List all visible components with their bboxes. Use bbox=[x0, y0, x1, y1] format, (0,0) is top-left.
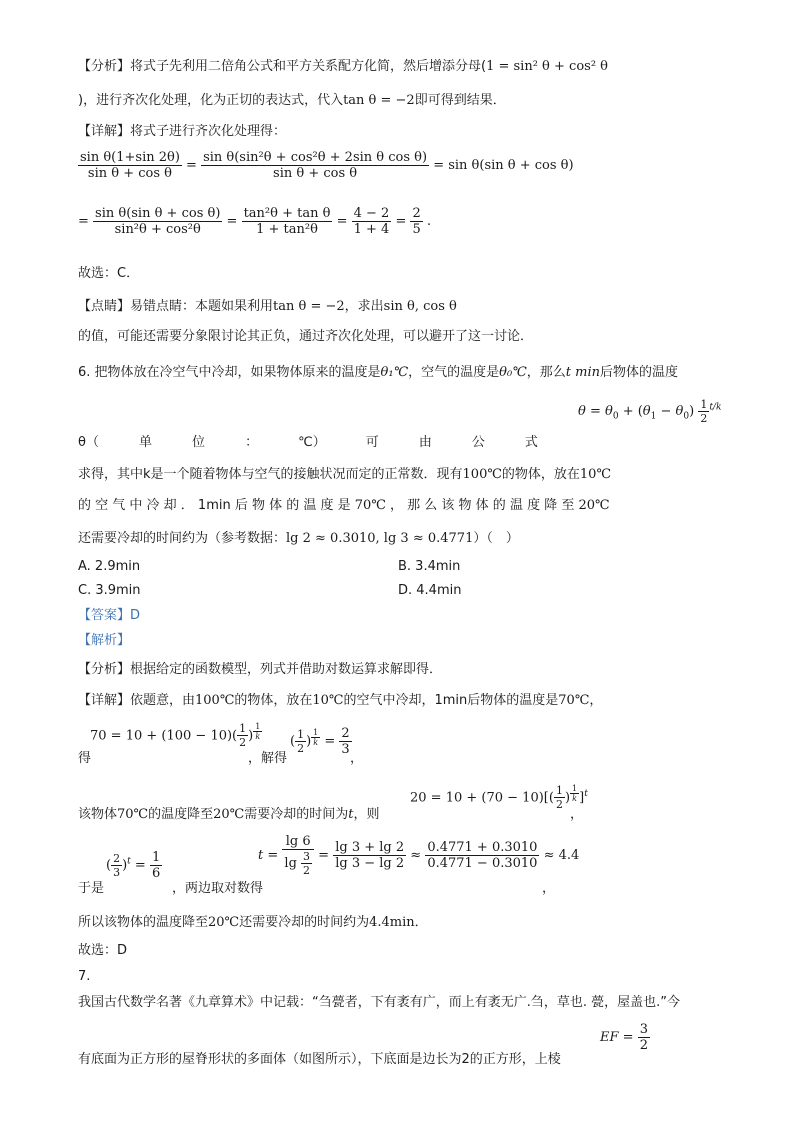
detail-text: ． bbox=[414, 915, 428, 930]
fraction: $\frac{2}{5}$ bbox=[412, 206, 421, 237]
fraction: $\frac{\text{sin θ(sin θ + cos θ)}}{\text{sin²θ + cos²θ}}$ bbox=[95, 206, 221, 237]
equation-1: $\frac{\text{sin θ(1+sin 2θ)}}{\text{sin θ + cos θ}}$ = $\frac{\text{sin θ(sin²θ + cos²θ + 2sin θ cos θ)}}{\text{sin θ + cos θ}}$ = sin θ(sin θ + cos θ) bbox=[80, 150, 574, 181]
q7-line-2: 有底面为正方形的屋脊形状的多面体（如图所示），下底面是边长为2的正方形，上棱 bbox=[78, 1052, 561, 1067]
fraction: $\frac{\text{sin θ(1+sin 2θ)}}{\text{sin θ + cos θ}}$ bbox=[80, 150, 180, 181]
equation-two-thirds: ( $\frac{2}{3}$ )$^t$ = $\frac{1}{6}$ bbox=[106, 850, 161, 881]
q6-text: 由 bbox=[418, 435, 432, 450]
equation-t: t = lg 6 lg $\frac{3}{2}$ = $\frac{\lg 3 + \lg 2}{\lg 3 - \lg 2}$ ≈ $\frac{0.4771 + 0.3010}{0.4771 - 0.3010}$ ≈ 4.4 bbox=[258, 834, 580, 877]
q6-text: ， 那 么 该 物 体 的 温 度 降 至 bbox=[390, 498, 575, 513]
fraction: $\frac{3}{2}$ bbox=[639, 1022, 648, 1053]
temp-20: 20℃ bbox=[208, 915, 240, 930]
equation-2: = $\frac{\text{sin θ(sin θ + cos θ)}}{\text{sin²θ + cos²θ}}$ = $\frac{\text{tan²θ + tan θ}}{\text{1 + tan²θ}}$ = $\frac{4 - 2}{1 + 4}$ = $\frac{2}{5}$ . bbox=[78, 206, 432, 237]
temp-100: 100℃ bbox=[462, 467, 502, 482]
q6-text: 求得，其中k是一个随着物体与空气的接触状况而定的正常数．现有 bbox=[78, 467, 463, 482]
equation-solve-k: ( $\frac{1}{2}$ ) $^{\frac{1}{k}}$ = $\frac{2}{3}$ bbox=[290, 726, 350, 757]
comma: ， bbox=[570, 807, 584, 822]
q6-text: ℃） bbox=[298, 435, 326, 450]
fraction: $\frac{1}{6}$ bbox=[151, 850, 161, 881]
jiexi-label: 【解析】 bbox=[78, 633, 131, 648]
tip-line-1 bbox=[78, 298, 457, 316]
fraction: $\frac{2}{3}$ bbox=[113, 852, 121, 879]
q6-text: 6. 把物体放在冷空气中冷却，如果物体原来的温度是 bbox=[78, 365, 381, 380]
option-d: D. 4.4min bbox=[398, 583, 462, 598]
result-time: 4.4min bbox=[369, 915, 415, 930]
q6-text: 的物体，放在 bbox=[501, 467, 580, 482]
time-t: t bbox=[348, 807, 354, 822]
analysis-text: 【分析】将式子先利用二倍角公式和平方关系配方化简，然后增添分母( bbox=[78, 59, 487, 74]
fraction: $\frac{0.4771 + 0.3010}{0.4771 - 0.3010}$ bbox=[427, 840, 538, 871]
fraction: 1 k bbox=[572, 784, 578, 803]
tip-line-2: 的值，可能还需要分象限讨论其正负，通过齐次化处理，可以避开了这一讨论． bbox=[78, 329, 534, 344]
detail-text: 的物体，放在 bbox=[234, 693, 313, 708]
liangbian-label: ，两边取对数得 bbox=[172, 881, 264, 896]
q6-line-1 bbox=[78, 364, 678, 382]
fraction: $\frac{1}{2}$ bbox=[555, 784, 563, 812]
analysis-text: )，进行齐次化处理，化为正切的表达式，代入 bbox=[78, 93, 344, 108]
fraction: $\frac{1}{2}$ bbox=[700, 398, 708, 425]
yushi-label: 于是 bbox=[78, 881, 105, 896]
detail-text: 还需要冷却的时间约为 bbox=[239, 915, 370, 930]
temp-70: 70℃ bbox=[558, 693, 590, 708]
fraction: $\frac{1}{2}$ bbox=[297, 728, 305, 755]
de-label: 得 bbox=[78, 751, 92, 766]
tip-text: ，求出 bbox=[344, 299, 384, 314]
gai-line bbox=[78, 806, 379, 824]
q6-text: 单 bbox=[139, 435, 153, 450]
temp-10: 10℃ bbox=[312, 693, 344, 708]
cooling-formula: $\theta = \theta_0 + (\theta_1 - \theta_0)$ $\frac{1}{2}$ $^{t/k}$ bbox=[578, 398, 722, 425]
q6-text: ，空气的温度是 bbox=[408, 365, 500, 380]
detail-line: 【详解】将式子进行齐次化处理得： bbox=[78, 124, 287, 139]
q6-line-4 bbox=[78, 497, 610, 515]
equation-20: 20 = 10 + (70 − 10)[( $\frac{1}{2}$ ) $^{\frac{1}{k}}$ ]$^t$ bbox=[410, 784, 588, 812]
identity-formula: 1 = sin² θ + cos² θ bbox=[486, 59, 608, 74]
comma: ， bbox=[350, 751, 364, 766]
log-reference: lg 2 ≈ 0.3010, lg 3 ≈ 0.4771 bbox=[286, 531, 474, 546]
fraction: $\frac{\lg 3 + \lg 2}{\lg 3 - \lg 2}$ bbox=[335, 840, 405, 871]
detail-text: 所以该物体的温度降至 bbox=[78, 915, 209, 930]
q6-text: 可 bbox=[365, 435, 379, 450]
fraction: 1 k bbox=[255, 722, 261, 741]
option-b: B. 3.4min bbox=[398, 559, 461, 574]
time-t: t min bbox=[565, 365, 600, 380]
analysis-2: 【分析】根据给定的函数模型，列式并借助对数运算求解即得． bbox=[78, 662, 443, 677]
detail-text: 的温度降至 bbox=[148, 807, 214, 822]
suoyi-line bbox=[78, 914, 428, 932]
analysis-line-1 bbox=[78, 58, 608, 76]
q6-text: ，那么 bbox=[526, 365, 566, 380]
fraction: $\frac{4 - 2}{1 + 4}$ bbox=[353, 206, 390, 237]
detail-text: 需要冷却的时间为 bbox=[244, 807, 349, 822]
detail-text: ，则 bbox=[353, 807, 380, 822]
detail-text: ， bbox=[589, 693, 603, 708]
temp-100: 100℃ bbox=[195, 693, 235, 708]
q6-line-2 bbox=[78, 434, 538, 452]
answer-label bbox=[78, 607, 140, 625]
fraction: $\frac{3}{2}$ bbox=[303, 850, 311, 877]
q6-text: 位 bbox=[192, 435, 206, 450]
q7-line-1: 我国古代数学名著《九章算术》中记载：“刍甍者，下有袤有广，而上有袤无广.刍，草也. 甍，屋盖也.”今 bbox=[78, 995, 680, 1010]
analysis-line-2 bbox=[78, 92, 506, 110]
answer-text: 【答案】D bbox=[78, 608, 141, 623]
choose-d: 故选：D bbox=[78, 943, 128, 958]
temp-theta0: θ₀℃ bbox=[499, 365, 527, 380]
tan-formula: tan θ = −2 bbox=[273, 299, 345, 314]
fraction: $\frac{2}{3}$ bbox=[341, 726, 350, 757]
comma: ， bbox=[542, 881, 556, 896]
q6-text: 后物体的温度 bbox=[599, 365, 678, 380]
q6-text: 的 空 气 中 冷 却 ． 1min 后 物 体 的 温 度 是 bbox=[78, 498, 351, 513]
choose-c: 故选：C． bbox=[78, 266, 140, 281]
tip-text: 【点睛】易错点睛：本题如果利用 bbox=[78, 299, 274, 314]
q6-text: 还需要冷却的时间约为（参考数据： bbox=[78, 531, 287, 546]
option-c: C. 3.9min bbox=[78, 583, 141, 598]
fraction: 1 k bbox=[313, 727, 319, 747]
tan-formula: tan θ = −2 bbox=[343, 93, 415, 108]
temp-20: 20℃ bbox=[213, 807, 245, 822]
fraction: lg 6 lg $\frac{3}{2}$ bbox=[282, 834, 314, 877]
q6-line-5 bbox=[78, 530, 519, 548]
detail-text: 该物体 bbox=[78, 807, 118, 822]
q6-text: θ（ bbox=[78, 435, 99, 450]
detail-2-line-1 bbox=[78, 692, 602, 710]
temp-70: 70℃ bbox=[117, 807, 149, 822]
detail-text: 【详解】依题意，由 bbox=[78, 693, 196, 708]
temp-20: 20℃ bbox=[578, 498, 610, 513]
equation-ef: EF = $\frac{3}{2}$ bbox=[600, 1022, 648, 1053]
fraction: $\frac{\text{tan²θ + tan θ}}{\text{1 + tan²θ}}$ bbox=[243, 206, 331, 237]
temp-10: 10℃ bbox=[579, 467, 611, 482]
equation-70: 70 = 10 + (100 − 10)( $\frac{1}{2}$ ) $^{\frac{1}{k}}$ bbox=[90, 722, 261, 750]
temp-theta1: θ₁℃ bbox=[380, 365, 409, 380]
option-a: A. 2.9min bbox=[78, 559, 141, 574]
q7-number: 7. bbox=[78, 969, 91, 984]
q6-line-3 bbox=[78, 466, 611, 484]
detail-text: 的空气中冷却，1min后物体的温度是 bbox=[343, 693, 559, 708]
q6-text: ）（ ） bbox=[473, 531, 519, 546]
analysis-text: 即可得到结果． bbox=[414, 93, 506, 108]
q6-text: 公 bbox=[471, 435, 485, 450]
sincos-formula: sin θ, cos θ bbox=[383, 299, 457, 314]
jiede-label: ，解得 bbox=[248, 751, 288, 766]
temp-70: 70℃ bbox=[354, 498, 386, 513]
q6-text: 式 bbox=[524, 435, 538, 450]
q6-text: ： bbox=[245, 435, 259, 450]
fraction: $\frac{1}{2}$ bbox=[239, 722, 247, 750]
fraction: $\frac{\text{sin θ(sin²θ + cos²θ + 2sin θ cos θ)}}{\text{sin θ + cos θ}}$ bbox=[203, 150, 428, 181]
